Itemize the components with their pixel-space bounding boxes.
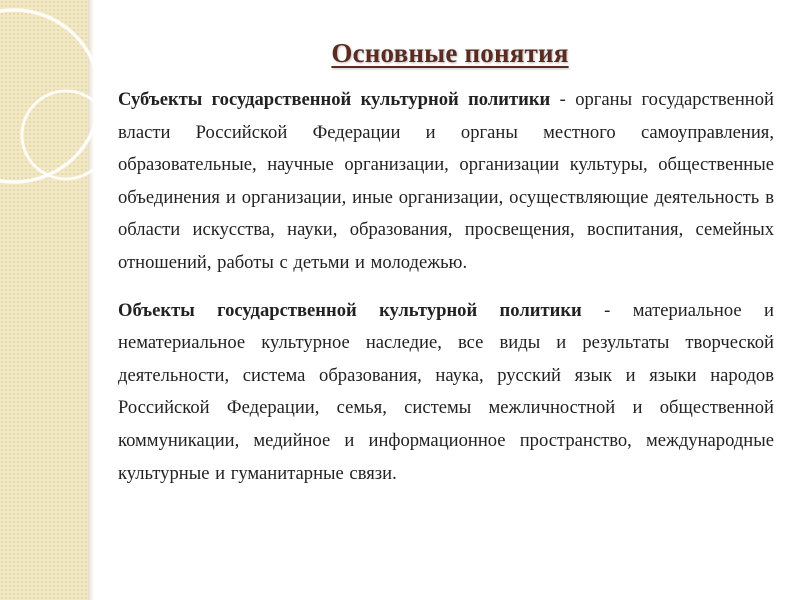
- subjects-term: Субъекты государственной культурной политики: [118, 89, 551, 110]
- slide-title: Основные понятия: [331, 38, 569, 68]
- subjects-definition: - органы государственной власти Российской Федерации и органы местного самоуправления, образовательные, научные организации, организации культуры, общественные объединения и организации, иные организации, осуществляющие деятельность в области искусства, науки, образования, просвещения, воспитания, семейных отношений, работы с детьми и молодежью.: [118, 89, 774, 273]
- objects-definition: - материальное и нематериальное культурное наследие, все виды и результаты творческой деятельности, система образования, наука, русский язык и языки народов Российской Федерации, семья, системы межличностной и общественной коммуникации, медийное и информационное пространство, международные культурные и гуманитарные связи.: [118, 299, 774, 484]
- objects-term: Объекты государственной культурной политики: [118, 299, 582, 321]
- objects-paragraph: [118, 295, 774, 491]
- decorative-circles: [0, 0, 120, 600]
- slide-content: [118, 84, 774, 490]
- subjects-paragraph: [118, 84, 774, 280]
